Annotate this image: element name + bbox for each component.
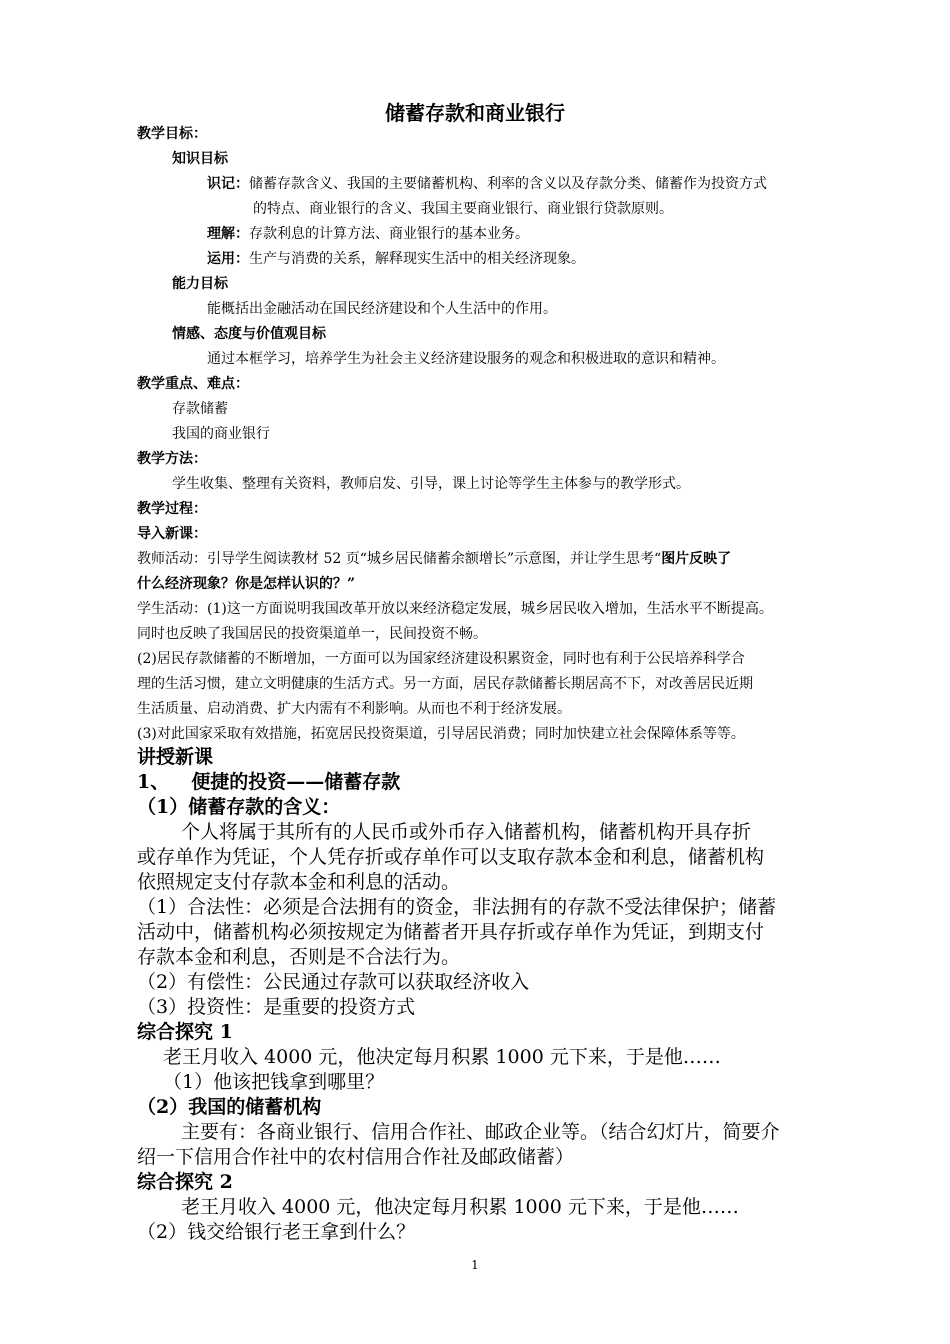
institutions-line-2: 绍一下信用合作社中的农村信用合作社及邮政储蓄） bbox=[137, 1146, 575, 1168]
subsection-1-heading: （1）储蓄存款的含义： bbox=[137, 796, 341, 818]
teacher-activity-text: 教师活动：引导学生阅读教材 52 页“城乡居民储蓄余额增长”示意图，并让学生思考“ bbox=[137, 551, 662, 567]
key-point-1: 存款储蓄 bbox=[172, 401, 228, 417]
methods-heading: 教学方法： bbox=[137, 451, 207, 467]
methods-text: 学生收集、整理有关资料，教师启发、引导，课上讨论等学生主体参与的教学形式。 bbox=[172, 476, 690, 492]
page-title: 储蓄存款和商业银行 bbox=[385, 101, 565, 125]
ability-text: 能概括出金融活动在国民经济建设和个人生活中的作用。 bbox=[207, 301, 557, 317]
page-number: 1 bbox=[471, 1258, 479, 1272]
inquiry-2-heading: 综合探究 2 bbox=[137, 1171, 233, 1193]
teacher-question-start: 图片反映了 bbox=[661, 551, 732, 567]
definition-line-1: 个人将属于其所有的人民币或外币存入储蓄机构，储蓄机构开具存折 bbox=[181, 821, 752, 843]
section-1-number: 1、 bbox=[137, 771, 170, 793]
intro-heading: 导入新课： bbox=[137, 526, 207, 542]
emotion-heading: 情感、态度与价值观目标 bbox=[172, 326, 326, 342]
teacher-question-end: 什么经济现象？你是怎样认识的？” bbox=[137, 576, 356, 592]
point-2-line-2: 理的生活习惯，建立文明健康的生活方式。另一方面，居民存款储蓄长期居高不下，对改善居民近期 bbox=[137, 676, 753, 692]
inquiry-2-question: （2）钱交给银行老王拿到什么？ bbox=[137, 1221, 416, 1243]
point-2-line-1: (2)居民存款储蓄的不断增加，一方面可以为国家经济建设积累资金，同时也有利于公民培养科学合 bbox=[137, 651, 745, 667]
section-1-title: 便捷的投资——储蓄存款 bbox=[191, 771, 401, 793]
teacher-activity-line-1 bbox=[137, 549, 731, 569]
apply-label: 运用： bbox=[207, 251, 249, 267]
understand-line bbox=[207, 224, 529, 244]
legality-line-3: 存款本金和利息，否则是不合法行为。 bbox=[137, 946, 461, 968]
compensation-line: （2）有偿性：公民通过存款可以获取经济收入 bbox=[137, 971, 530, 993]
key-points-heading: 教学重点、难点： bbox=[137, 376, 249, 392]
subsection-2-heading: （2）我国的储蓄机构 bbox=[137, 1096, 322, 1118]
apply-line bbox=[207, 249, 585, 269]
student-activity-line-2: 同时也反映了我国居民的投资渠道单一，民间投资不畅。 bbox=[137, 626, 487, 642]
institutions-line-1: 主要有：各商业银行、信用合作社、邮政企业等。（结合幻灯片，简要介 bbox=[181, 1121, 780, 1143]
recall-line-2: 的特点、商业银行的含义、我国主要商业银行、商业银行贷款原则。 bbox=[253, 201, 673, 217]
inquiry-1-text: 老王月收入 4000 元，他决定每月积累 1000 元下来，于是他…… bbox=[163, 1046, 721, 1068]
definition-line-3: 依照规定支付存款本金和利息的活动。 bbox=[137, 871, 461, 893]
apply-text: 生产与消费的关系，解释现实生活中的相关经济现象。 bbox=[249, 251, 585, 267]
inquiry-2-text: 老王月收入 4000 元，他决定每月积累 1000 元下来，于是他…… bbox=[181, 1196, 739, 1218]
recall-text: 储蓄存款含义、我国的主要储蓄机构、利率的含义以及存款分类、储蓄作为投资方式 bbox=[249, 176, 767, 192]
objectives-heading: 教学目标： bbox=[137, 126, 207, 142]
understand-text: 存款利息的计算方法、商业银行的基本业务。 bbox=[249, 226, 529, 242]
inquiry-1-question: （1）他该把钱拿到哪里？ bbox=[163, 1071, 385, 1093]
recall-line-1 bbox=[207, 174, 767, 194]
lecture-heading: 讲授新课 bbox=[137, 746, 214, 768]
knowledge-heading: 知识目标 bbox=[172, 151, 228, 167]
investment-line: （3）投资性：是重要的投资方式 bbox=[137, 996, 416, 1018]
ability-heading: 能力目标 bbox=[172, 276, 228, 292]
process-heading: 教学过程： bbox=[137, 501, 207, 517]
legality-line-1: （1）合法性：必须是合法拥有的资金，非法拥有的存款不受法律保护；储蓄 bbox=[137, 896, 777, 918]
legality-line-2: 活动中，储蓄机构必须按规定为储蓄者开具存折或存单作为凭证，到期支付 bbox=[137, 921, 765, 943]
point-3-line-1: (3)对此国家采取有效措施，拓宽居民投资渠道，引导居民消费；同时加快建立社会保障体系等等。 bbox=[137, 726, 745, 742]
inquiry-1-heading: 综合探究 1 bbox=[137, 1021, 233, 1043]
key-point-2: 我国的商业银行 bbox=[172, 426, 270, 442]
emotion-text: 通过本框学习，培养学生为社会主义经济建设服务的观念和积极进取的意识和精神。 bbox=[207, 351, 725, 367]
recall-label: 识记： bbox=[207, 176, 249, 192]
definition-line-2: 或存单作为凭证，个人凭存折或存单作可以支取存款本金和利息，储蓄机构 bbox=[137, 846, 765, 868]
section-1-heading bbox=[137, 770, 400, 794]
student-activity-line-1: 学生活动：(1)这一方面说明我国改革开放以来经济稳定发展，城乡居民收入增加，生活水平不断提高。 bbox=[137, 601, 773, 617]
point-2-line-3: 生活质量、启动消费、扩大内需有不利影响。从而也不利于经济发展。 bbox=[137, 701, 571, 717]
understand-label: 理解： bbox=[207, 226, 249, 242]
